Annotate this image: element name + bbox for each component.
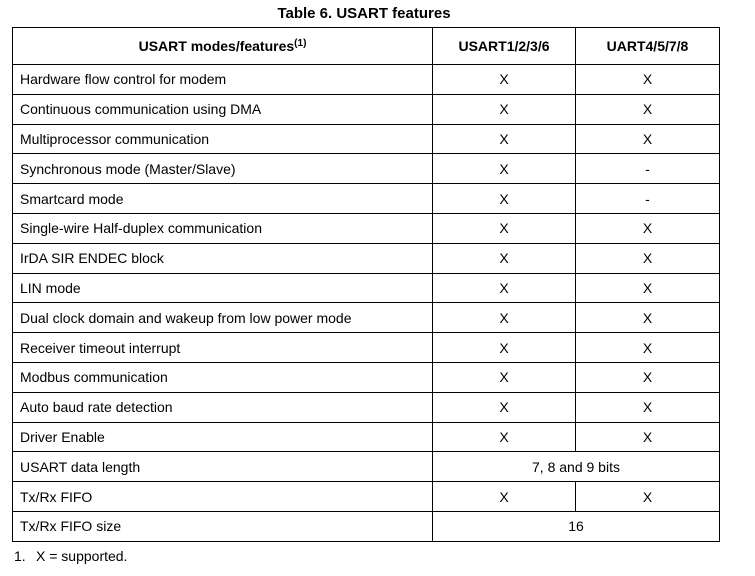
table-row xyxy=(13,65,720,95)
uart4578-support-cell: X xyxy=(576,94,720,124)
table-row xyxy=(13,511,720,541)
uart4578-support-cell: X xyxy=(576,213,720,243)
table-row xyxy=(13,273,720,303)
uart4578-support-cell: X xyxy=(576,482,720,512)
uart4578-support-cell: - xyxy=(576,184,720,214)
usart1236-support-cell: X xyxy=(433,94,576,124)
feature-cell: Modbus communication xyxy=(13,362,433,392)
shared-value-cell: 16 xyxy=(433,511,720,541)
feature-cell: IrDA SIR ENDEC block xyxy=(13,243,433,273)
usart1236-support-cell: X xyxy=(433,124,576,154)
feature-cell: LIN mode xyxy=(13,273,433,303)
uart4578-support-cell: X xyxy=(576,333,720,363)
table-row xyxy=(13,184,720,214)
feature-cell: Multiprocessor communication xyxy=(13,124,433,154)
usart1236-support-cell: X xyxy=(433,303,576,333)
usart1236-support-cell: X xyxy=(433,273,576,303)
uart4578-support-cell: X xyxy=(576,422,720,452)
usart1236-support-cell: X xyxy=(433,482,576,512)
uart4578-support-cell: X xyxy=(576,243,720,273)
feature-cell: USART data length xyxy=(13,452,433,482)
feature-cell: Driver Enable xyxy=(13,422,433,452)
usart1236-support-cell: X xyxy=(433,154,576,184)
table-title: Table 6. USART features xyxy=(277,5,451,22)
header-usart1236: USART1/2/3/6 xyxy=(433,28,576,65)
table-row xyxy=(13,94,720,124)
feature-cell: Single-wire Half-duplex communication xyxy=(13,213,433,243)
table-header-row xyxy=(13,28,720,65)
usart-features-table xyxy=(12,27,720,542)
table-row xyxy=(13,362,720,392)
feature-cell: Auto baud rate detection xyxy=(13,392,433,422)
feature-cell: Tx/Rx FIFO xyxy=(13,482,433,512)
table-row xyxy=(13,333,720,363)
shared-value-cell: 7, 8 and 9 bits xyxy=(433,452,720,482)
usart1236-support-cell: X xyxy=(433,184,576,214)
feature-cell: Dual clock domain and wakeup from low power mode xyxy=(13,303,433,333)
table-body xyxy=(13,65,720,542)
table-row xyxy=(13,213,720,243)
uart4578-support-cell: X xyxy=(576,392,720,422)
footnote-text: X = supported. xyxy=(36,548,128,564)
header-feature-label: USART modes/features xyxy=(138,38,295,54)
uart4578-support-cell: X xyxy=(576,65,720,95)
feature-cell: Receiver timeout interrupt xyxy=(13,333,433,363)
uart4578-support-cell: - xyxy=(576,154,720,184)
table-row xyxy=(13,303,720,333)
feature-cell: Continuous communication using DMA xyxy=(13,94,433,124)
usart1236-support-cell: X xyxy=(433,243,576,273)
table-row xyxy=(13,452,720,482)
header-feature-footnote-ref: (1) xyxy=(294,38,307,49)
header-feature xyxy=(13,28,433,65)
footnote-number: 1. xyxy=(14,548,26,564)
uart4578-support-cell: X xyxy=(576,124,720,154)
table-row xyxy=(13,124,720,154)
table-row xyxy=(13,422,720,452)
usart1236-support-cell: X xyxy=(433,422,576,452)
feature-cell: Smartcard mode xyxy=(13,184,433,214)
table-row xyxy=(13,482,720,512)
header-uart4578: UART4/5/7/8 xyxy=(576,28,720,65)
feature-cell: Synchronous mode (Master/Slave) xyxy=(13,154,433,184)
usart1236-support-cell: X xyxy=(433,213,576,243)
uart4578-support-cell: X xyxy=(576,273,720,303)
usart1236-support-cell: X xyxy=(433,333,576,363)
feature-cell: Tx/Rx FIFO size xyxy=(13,511,433,541)
table-row xyxy=(13,243,720,273)
footnote xyxy=(14,548,127,564)
feature-cell: Hardware flow control for modem xyxy=(13,65,433,95)
table-row xyxy=(13,392,720,422)
table-row xyxy=(13,154,720,184)
usart1236-support-cell: X xyxy=(433,392,576,422)
usart1236-support-cell: X xyxy=(433,65,576,95)
uart4578-support-cell: X xyxy=(576,303,720,333)
uart4578-support-cell: X xyxy=(576,362,720,392)
usart1236-support-cell: X xyxy=(433,362,576,392)
